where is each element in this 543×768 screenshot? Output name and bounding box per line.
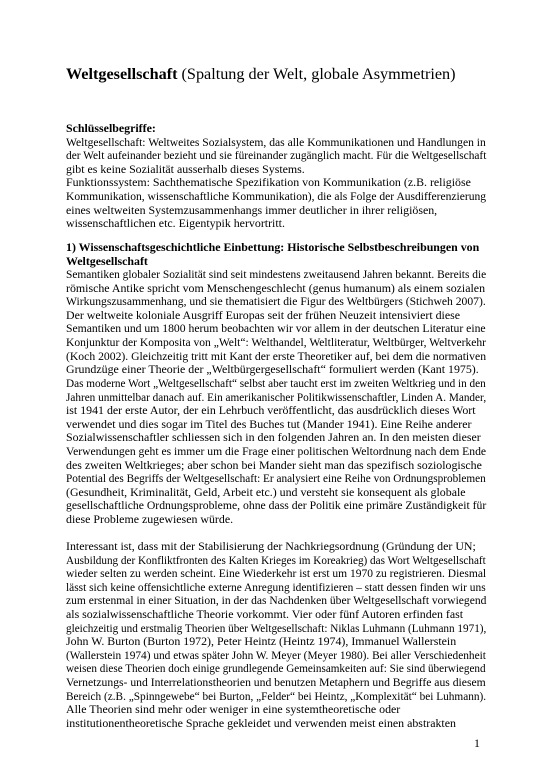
paragraph-line: des zweiten Weltkrieges; aber schon bei Mander sieht man das spezifisch soziologische (66, 457, 482, 472)
paragraph-line: zum erstenmal in einer Situation, in der das Nachdenken über Weltgesellschaft vorwiegend (66, 593, 487, 608)
key-terms-line: Funktionssystem: Sachthematische Spezifikation von Kommunikation (z.B. religiöse (66, 175, 471, 190)
key-terms-line: wissenschaftlichen etc. Eigentypik hervortritt. (66, 216, 285, 231)
section-heading-line: Weltgesellschaft (66, 253, 148, 268)
paragraph-line: (Gesundheit, Kriminalität, Geld, Arbeit etc.) und versteht sie konsequent als globale (66, 484, 466, 499)
page-number: 1 (474, 736, 480, 750)
paragraph-line: gesellschaftliche Ordnungsprobleme, ohne dass der Politik eine primäre Zuständigkeit für (66, 498, 487, 513)
paragraph-line: Vernetzungs- und Interrelationstheorien und benutzen Metaphern und Begriffe aus diesem (66, 674, 486, 689)
paragraph-line: John W. Burton (Burton 1972), Peter Heintz (Heintz 1974), Immanuel Wallerstein (66, 634, 457, 649)
key-terms-line: eines weltweiten Systemzusammenhangs immer deutlicher in ihrer religiösen, (66, 202, 438, 217)
key-terms-line: der Welt aufeinander bezieht und sie füreinander zugänglich macht. Für die Weltgesellschaft (66, 148, 487, 163)
paragraph-line: (Wallerstein 1974) und etwas später John W. Meyer (Meyer 1980). Bei aller Verschiedenheit (66, 647, 486, 662)
paragraph-line: wieder selten zu werden scheint. Eine Wiederkehr ist erst um 1970 zu registrieren. Diesmal (66, 566, 487, 581)
document-title (66, 64, 456, 84)
key-terms-line: Weltgesellschaft: Weltweites Sozialsystem, das alle Kommunikationen und Handlungen in (66, 134, 486, 149)
title-main: Weltgesellschaft (66, 65, 178, 83)
key-terms-line: gibt es keine Sozialität ausserhalb dieses Systems. (66, 161, 305, 176)
paragraph-line: lässt sich keine offensichtliche externe Anregung identifizieren – statt dessen finden wir uns (66, 579, 486, 594)
title-subtitle: (Spaltung der Welt, globale Asymmetrien) (177, 65, 456, 83)
paragraph-line: Konjunktur der Komposita von „Welt“: Welthandel, Weltliteratur, Weltbürger, Weltverkehr (66, 334, 487, 349)
paragraph-line: Semantiken und um 1800 herum beobachten wir vor allem in der deutschen Literatur eine (66, 321, 486, 336)
paragraph-line: weisen diese Theorien doch einige grundlegende Gemeinsamkeiten auf: Sie sind überwiegend (66, 661, 486, 676)
paragraph-line: Verwendungen geht es immer um die Frage einer politischen Weltordnung nach dem Ende (66, 443, 487, 458)
paragraph-line: Bereich (z.B. „Spinngewebe“ bei Burton, „Felder“ bei Heintz, „Komplexität“ bei Luhmann). (66, 688, 487, 703)
paragraph-line: Potential des Begriffs der Weltgesellschaft: Er analysiert eine Reihe von Ordnungsproblemen (66, 471, 486, 486)
section-heading-line: 1) Wissenschaftsgeschichtliche Einbettung: Historische Selbstbeschreibungen von (66, 240, 480, 254)
paragraph-line: diese Probleme zugewiesen würde. (66, 511, 234, 526)
paragraph-line: römische Antike spricht vom Menschengeschlecht (genus humanum) als einem sozialen (66, 280, 486, 295)
paragraph-line: Alle Theorien sind mehr oder weniger in eine systemtheoretische oder (66, 702, 401, 717)
key-terms-heading: Schlüsselbegriffe: (66, 121, 156, 135)
key-terms-section (66, 122, 486, 231)
key-terms-line: Kommunikation, wissenschaftliche Kommunikation), die als Folge der Ausdifferenzierung (66, 188, 487, 203)
paragraph-line: (Koch 2002). Gleichzeitig tritt mit Kant der erste Theoretiker auf, bei dem die normativen (66, 348, 487, 363)
paragraph-line: ist 1941 der erste Autor, der ein Lehrbuch veröffentlicht, das ausdrücklich dieses Wort (66, 403, 476, 418)
paragraph-line: Der weltweite koloniale Ausgriff Europas seit der frühen Neuzeit intensiviert diese (66, 307, 461, 322)
paragraph-line: Sozialwissenschaftler schliessen sich in den folgenden Jahren an. In den meisten dieser (66, 430, 481, 445)
paragraph-line: Interessant ist, dass mit der Stabilisierung der Nachkriegsordnung (Gründung der UN; (66, 539, 476, 553)
paragraph-3 (66, 540, 486, 730)
paragraph-line: institutionentheoretische Sprache gekleidet und verwenden meist einen abstrakten (66, 715, 456, 730)
paragraph-line: Das moderne Wort „Weltgesellschaft“ selbst aber taucht erst im zweiten Weltkrieg und in den (66, 376, 486, 390)
paragraph-line: Jahren unmittelbar danach auf. Ein amerikanischer Politikwissenschaftler, Linden A. Mander, (66, 389, 487, 404)
paragraph-line: Wirkungszusammenhang, und sie thematisiert die Figur des Weltbürgers (Stichweh 2007). (66, 294, 486, 309)
paragraph-line: gleichzeitig und erstmalig Theorien über Weltgesellschaft: Niklas Luhmann (Luhmann 1971), (66, 620, 487, 635)
paragraph-line: als sozialwissenschaftliche Theorie vorkommt. Vier oder fünf Autoren erfinden fast (66, 606, 464, 621)
paragraph-line: Semantiken globaler Sozialität sind seit mindestens zweitausend Jahren bekannt. Bereits die (66, 267, 487, 281)
paragraph-line: verwendet und dies sogar im Titel des Buches tut (Mander 1941). Eine Reihe anderer (66, 416, 472, 431)
paragraph-2 (66, 377, 486, 527)
paragraph-line: Grundzüge einer Theorie der „Weltbürgergesellschaft“ formuliert werden (Kant 1975). (66, 362, 479, 377)
paragraph-line: Ausbildung der Konfliktfronten des Kalten Krieges im Koreakrieg) das Wort Weltgesellschaft (66, 552, 486, 567)
section-1-heading (66, 241, 486, 268)
paragraph-1 (66, 268, 486, 377)
